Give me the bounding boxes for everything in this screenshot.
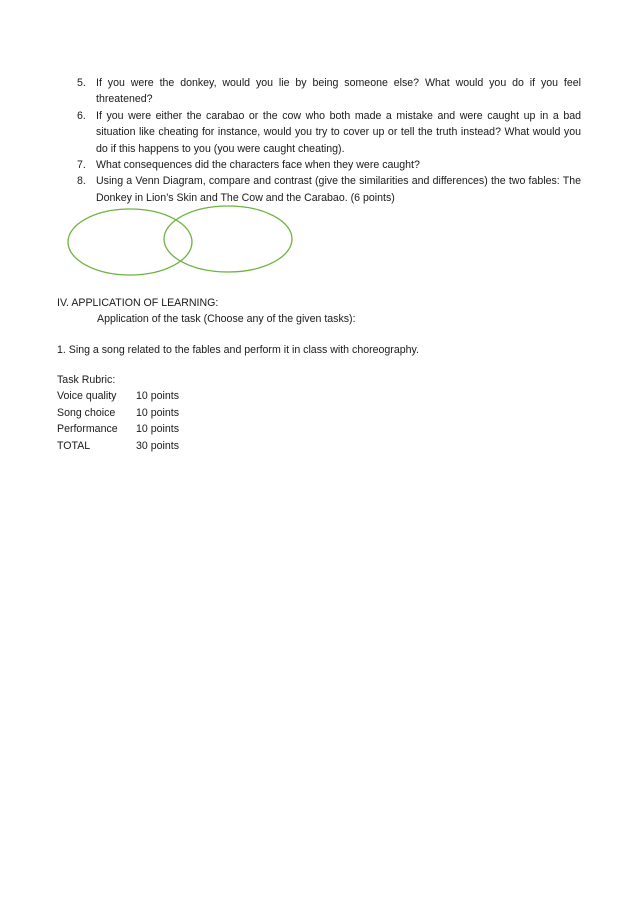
venn-circle-right: [164, 206, 292, 272]
rubric-row: [57, 421, 179, 437]
rubric-title: Task Rubric:: [57, 374, 116, 386]
question-item: [77, 75, 581, 108]
question-number: 5.: [77, 77, 86, 89]
rubric-row: [57, 438, 179, 454]
question-number: 7.: [77, 159, 86, 172]
rubric-criterion: Song choice: [57, 406, 116, 419]
task-description: 1. Sing a song related to the fables and perform it in class with choreography.: [57, 344, 419, 356]
question-text: What consequences did the characters face when they were caught?: [96, 159, 420, 172]
rubric-row: [57, 405, 179, 421]
question-number: 6.: [77, 109, 86, 122]
rubric-points: 10 points: [136, 423, 179, 436]
question-text: If you were the donkey, would you lie by being someone else? What would you do if you feel threatened?: [96, 77, 581, 106]
question-number: 8.: [77, 175, 86, 188]
question-text: If you were either the carabao or the cow who both made a mistake and were caught up in a bad situation like cheating for instance, would you try to cover up or tell the truth instead? What would you do if this happens to you (you were caught cheating).: [96, 109, 581, 155]
question-item: [77, 108, 581, 157]
question-list: [77, 75, 581, 206]
rubric-criterion: Voice quality: [57, 390, 117, 403]
task-rubric: [57, 372, 179, 454]
rubric-points: 10 points: [136, 406, 179, 419]
rubric-points: 30 points: [136, 439, 179, 452]
application-heading: IV. APPLICATION OF LEARNING:: [57, 297, 219, 309]
rubric-criterion: TOTAL: [57, 439, 91, 452]
application-subheading: Application of the task (Choose any of the given tasks):: [97, 313, 356, 326]
rubric-criterion: Performance: [57, 423, 118, 436]
application-section: [57, 295, 356, 328]
rubric-row: [57, 388, 179, 404]
question-text: Using a Venn Diagram, compare and contrast (give the similarities and differences) the two fables: The Donkey in Lion’s Skin and The Cow and the Carabao. (6 points): [96, 175, 581, 204]
venn-diagram: [64, 202, 298, 280]
venn-circle-left: [68, 209, 192, 275]
rubric-points: 10 points: [136, 390, 179, 403]
question-item: [77, 157, 581, 173]
